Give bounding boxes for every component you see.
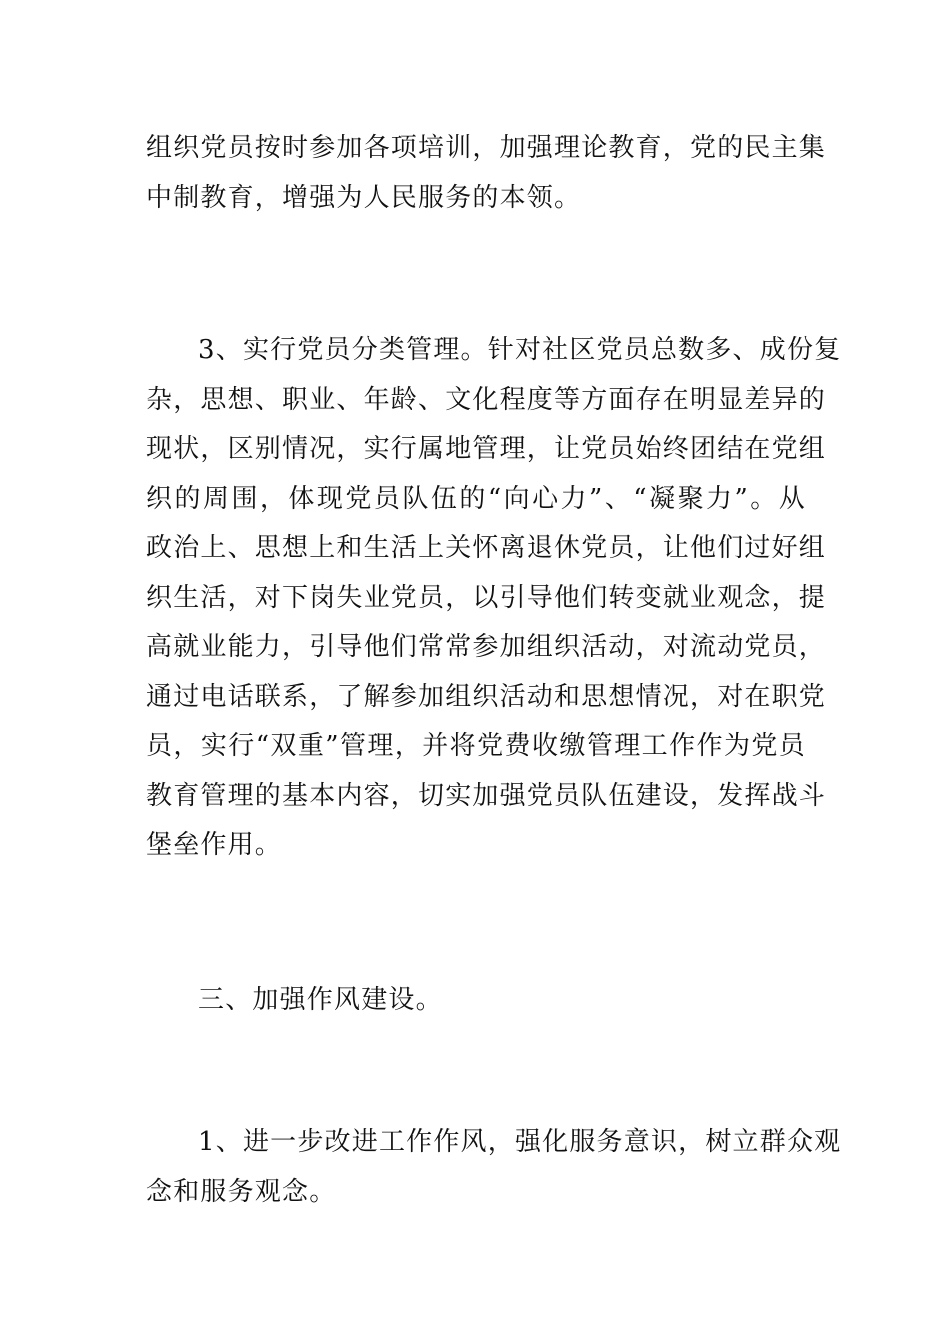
paragraph-training [146, 124, 827, 223]
text-line: 高就业能力，引导他们常常参加组织活动，对流动党员， [146, 632, 827, 662]
text-line: 现状，区别情况，实行属地管理，让党员始终团结在党组 [146, 434, 827, 464]
text-line: 杂，思想、职业、年龄、文化程度等方面存在明显差异的 [146, 384, 827, 415]
text-line: 政治上、思想上和生活上关怀离退休党员，让他们过好组 [146, 533, 827, 563]
text-line: 教育管理的基本内容，切实加强党员队伍建设，发挥战斗 [146, 780, 827, 811]
text-line: 员，实行“双重”管理，并将党费收缴管理工作作为党员 [146, 731, 806, 761]
section-heading [146, 976, 806, 1026]
heading-text: 三、加强作风建设。 [198, 985, 443, 1015]
text-line: 通过电话联系，了解参加组织活动和思想情况，对在职党 [146, 681, 827, 712]
text-line: 1、进一步改进工作作风，强化服务意识，树立群众观 [198, 1127, 842, 1157]
text-line: 织的周围，体现党员队伍的“向心力”、“凝聚力”。从 [146, 483, 806, 514]
text-line: 织生活，对下岗失业党员，以引导他们转变就业观念，提 [146, 582, 827, 613]
text-line: 3、实行党员分类管理。针对社区党员总数多、成份复 [198, 335, 842, 365]
text-line: 堡垒作用。 [146, 830, 283, 860]
paragraph-work-style [146, 1118, 842, 1217]
paragraph-classified-management [146, 326, 842, 871]
text-line: 中制教育，增强为人民服务的本领。 [146, 182, 582, 213]
text-line: 念和服务观念。 [146, 1176, 337, 1207]
text-line: 组织党员按时参加各项培训，加强理论教育，党的民主集 [146, 133, 827, 163]
